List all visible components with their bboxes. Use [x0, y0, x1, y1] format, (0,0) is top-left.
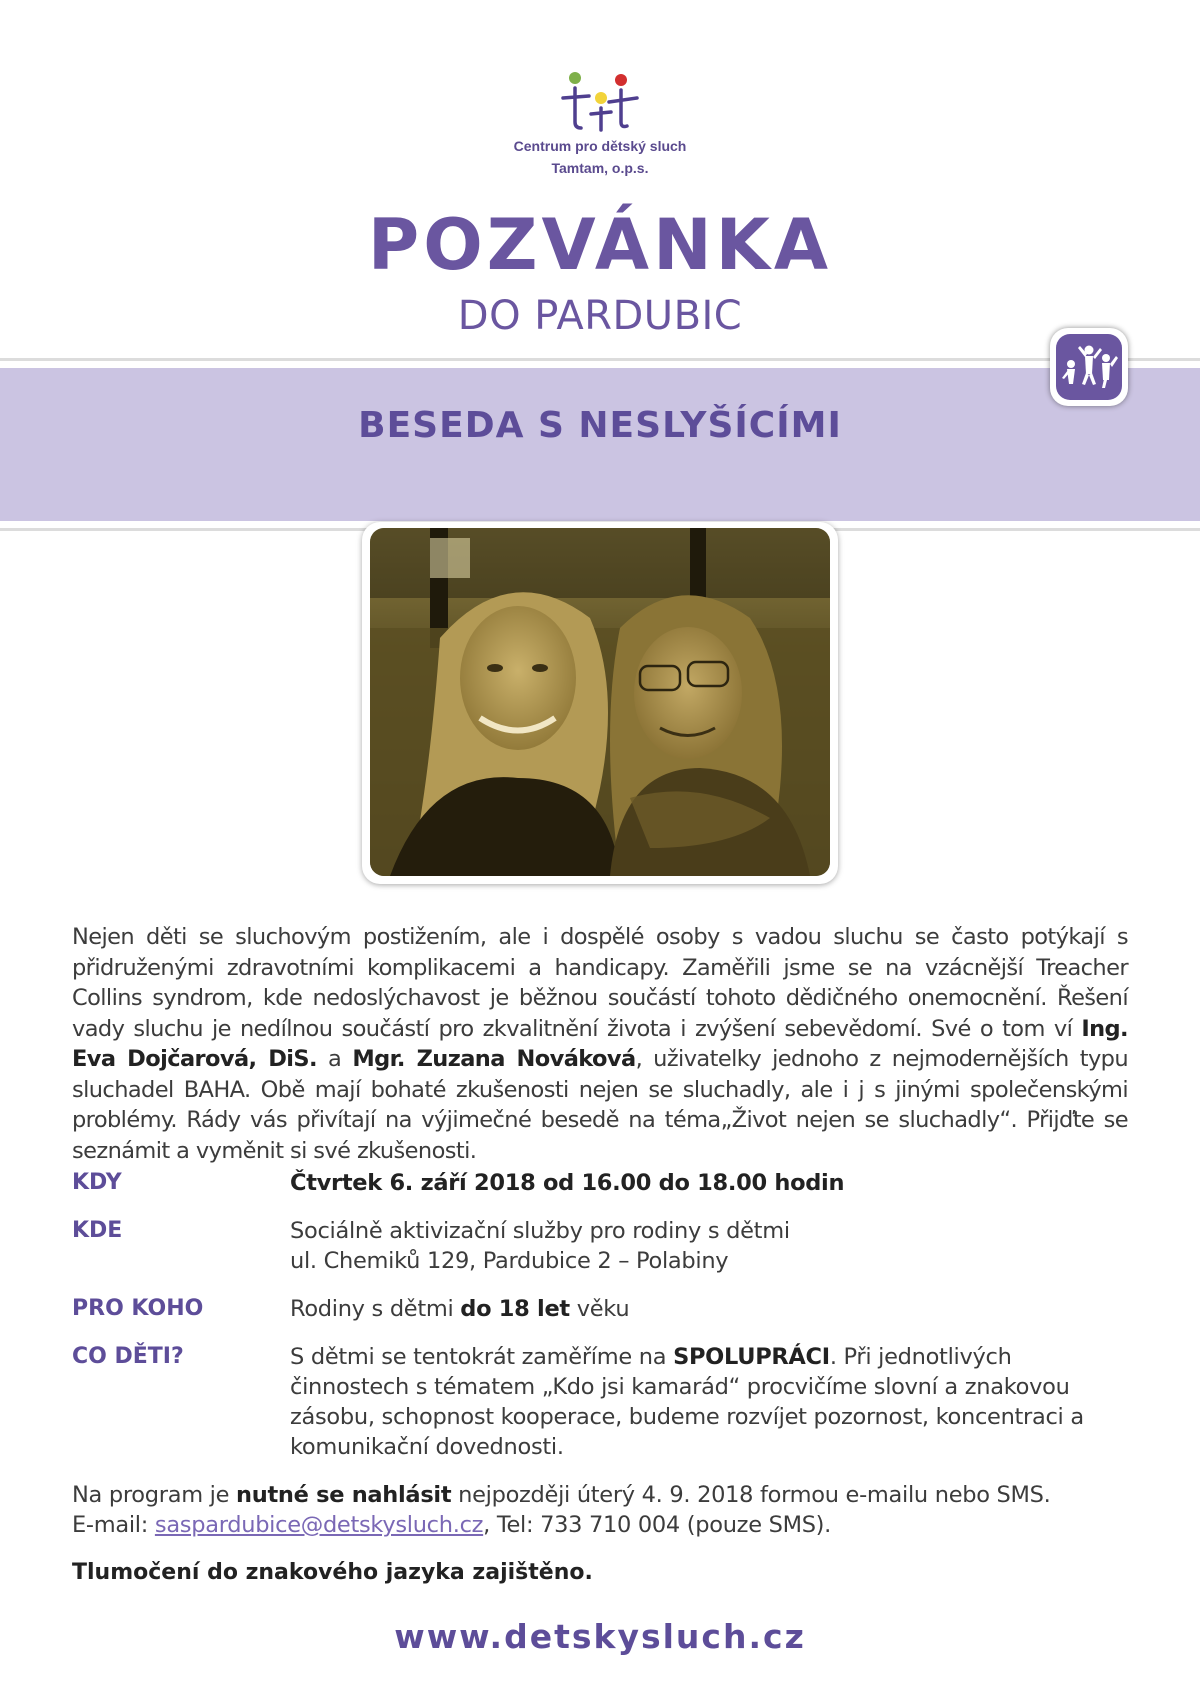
registration-required: nutné se nahlásit [236, 1482, 452, 1508]
value-kdy [290, 1168, 1110, 1198]
centrum-logo [545, 68, 655, 138]
email-label: E-mail: [72, 1512, 155, 1538]
photo-frame [362, 522, 838, 884]
venue-address: ul. Chemiků 129, Pardubice 2 – Polabiny [290, 1248, 729, 1274]
registration-deadline: nejpozději úterý 4. 9. 2018 formou e-mailu nebo SMS. [451, 1482, 1051, 1508]
logo-dot-yellow [595, 92, 607, 104]
event-date: Čtvrtek 6. září 2018 od 16.00 do 18.00 hodin [290, 1170, 845, 1196]
phone-text: , Tel: 733 710 004 (pouze SMS). [483, 1512, 832, 1538]
people-jumping-icon [1056, 334, 1122, 400]
band-top-rule [0, 358, 1200, 361]
value-kde [290, 1216, 1110, 1276]
contact-line [72, 1510, 1152, 1540]
venue-name: Sociálně aktivizační služby pro rodiny s dětmi [290, 1218, 790, 1244]
interpretation-note: Tlumočení do znakového jazyka zajištěno. [72, 1560, 593, 1585]
value-co-deti [290, 1342, 1090, 1462]
intro-text-3: , uživatelky jednoho z nejmodernějších typu sluchadel BAHA. Obě mají bohaté zkušenosti nejen se sluchadly, ale i j s jinými společenskými problémy. Rády vás přivítají na výjimečné besedě na téma„Život nejen se sluchadly“. Přijďte se seznámit a vyměnit si své zkušenosti. [72, 1046, 1129, 1164]
audience-text: Rodiny s dětmi [290, 1296, 461, 1322]
audience-age: do 18 let [460, 1296, 570, 1322]
page-title: POZVÁNKA [367, 204, 833, 286]
children-text-end: . Při jednotlivých činnostech s tématem „Kdo jsi kamarád“ procvičíme slovní a znakovou zásobu, schopnost kooperace, budeme rozvíjet pozornost, koncentraci a komunikační dovednosti. [290, 1344, 1084, 1460]
logo-dot-green [569, 72, 581, 84]
organization-name: Centrum pro dětský sluch [513, 138, 687, 154]
children-focus: SPOLUPRÁCI [673, 1344, 830, 1370]
speaker-name-1: Ing. Eva Dojčarová, DiS. [72, 1015, 1128, 1072]
label-kde: KDE [72, 1218, 123, 1243]
registration-note [72, 1480, 1152, 1540]
audience-text-end: věku [569, 1296, 630, 1322]
children-text: S dětmi se tentokrát zaměříme na [290, 1344, 674, 1370]
badge [1050, 328, 1128, 406]
registration-line [72, 1480, 1152, 1510]
label-co-deti: CO DĚTI? [72, 1344, 184, 1369]
label-kdy: KDY [72, 1170, 122, 1195]
intro-text-2: a [316, 1046, 353, 1072]
website-link[interactable]: www.detskysluch.cz [394, 1617, 806, 1656]
logo-dot-red [615, 74, 627, 86]
label-pro-koho: PRO KOHO [72, 1296, 204, 1321]
value-pro-koho [290, 1294, 1110, 1324]
event-title: BESEDA S NESLYŠÍCÍMI [358, 405, 842, 446]
email-link[interactable]: saspardubice@detskysluch.cz [154, 1512, 484, 1538]
speakers-photo [370, 528, 830, 876]
intro-paragraph [72, 922, 1128, 1166]
intro-text-1: Nejen děti se sluchovým postižením, ale i dospělé osoby s vadou sluchu se často potýkají s přidruženými zdravotními komplikacemi a handicapy. Zaměřili jsme se na vzácnější Treacher Collins syndrom, kde nedoslýchavost je běžnou součástí tohoto dědičného onemocnění. Řešení vady sluchu je nedílnou součástí pro zkvalitnění života i zvýšení sebevědomí. Své o tom ví [72, 924, 1128, 1042]
organization-legal-name: Tamtam, o.p.s. [551, 160, 649, 176]
page-subtitle: DO PARDUBIC [457, 293, 743, 339]
registration-text: Na program je [72, 1482, 237, 1508]
speaker-name-2: Mgr. Zuzana Nováková [352, 1046, 636, 1072]
